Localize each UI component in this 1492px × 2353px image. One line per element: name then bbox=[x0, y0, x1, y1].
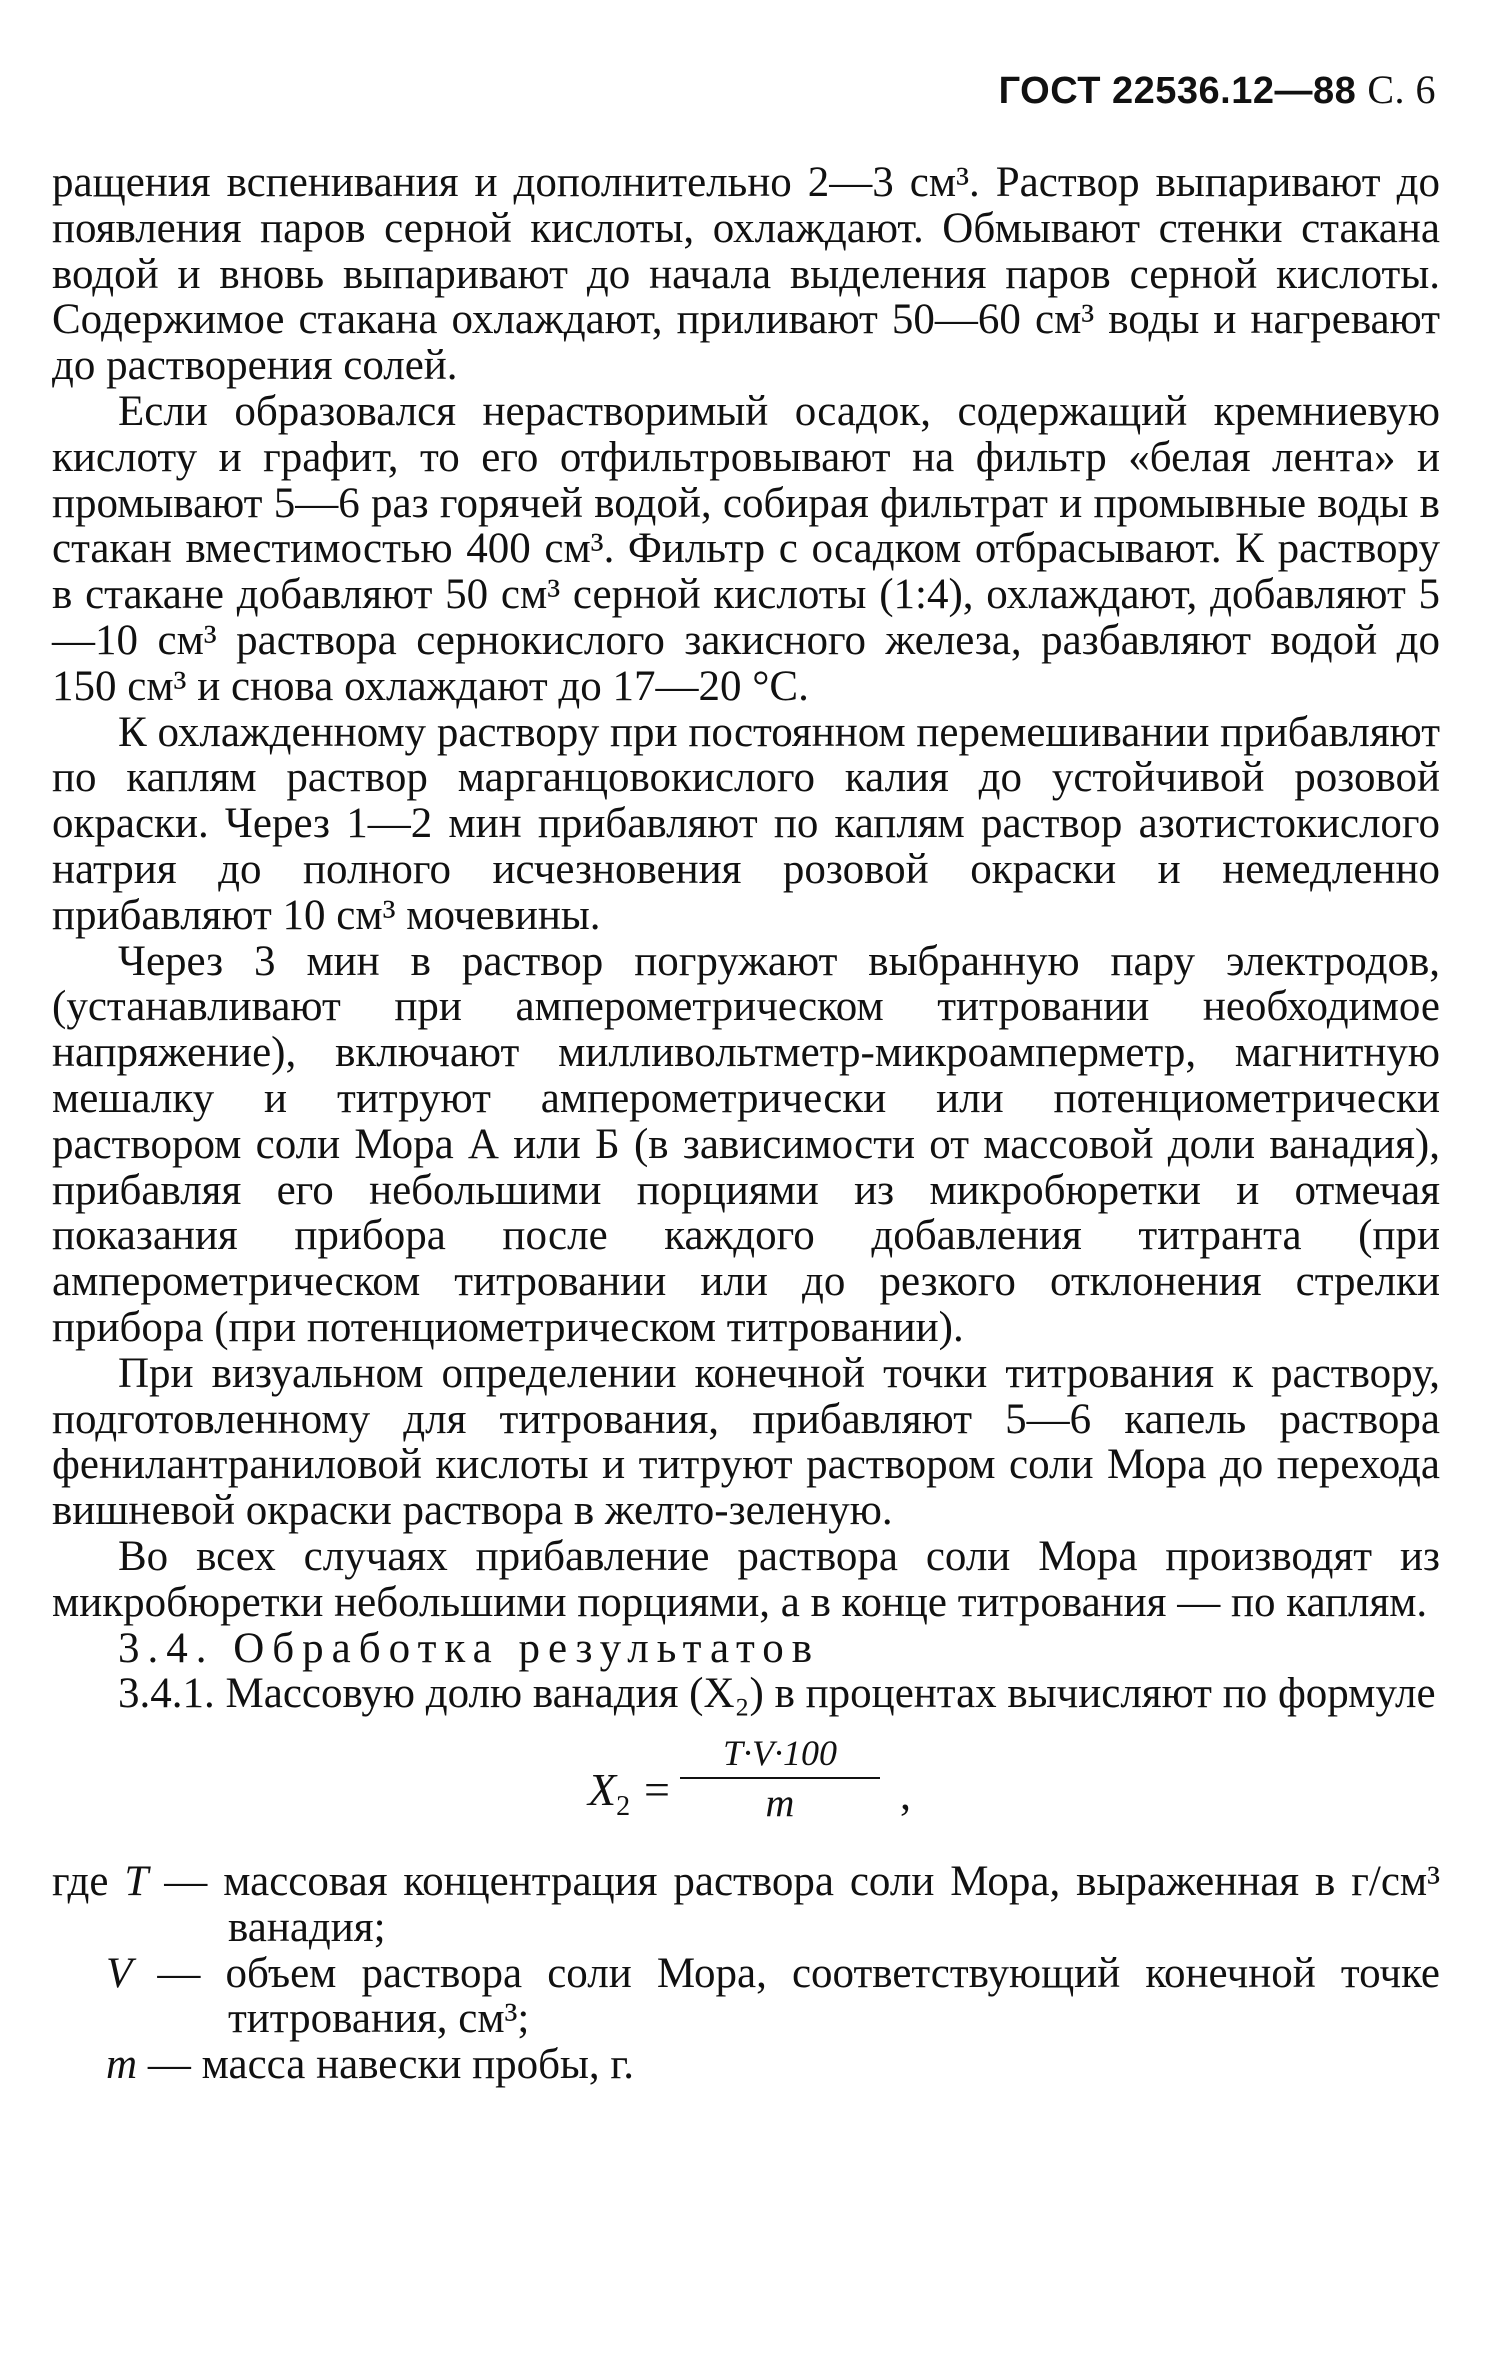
formula-comma: , bbox=[900, 1770, 911, 1820]
formula-fraction bbox=[680, 1731, 880, 1825]
formula bbox=[52, 1731, 1440, 1849]
fraction-bar bbox=[680, 1777, 880, 1779]
page-number: С. 6 bbox=[1367, 67, 1436, 112]
paragraph-visual-endpoint: При визуальном определении конечной точки титрования к раствору, подготовленному для титрования, прибавляют 5—6 капель раствора фенилантраниловой кислоты и титруют раствором соли Мора до перехода вишневой окраски раствора в желто-зеленую. bbox=[52, 1349, 1440, 1535]
paragraph-continuation: ращения вспенивания и дополнительно 2—3 см³. Раствор выпаривают до появления паров серной кислоты, охлаждают. Обмывают стенки стакана водой и вновь выпаривают до начала выделения паров серной кислоты. Содержимое стакана охлаждают, приливают 50—60 см³ воды и нагревают до растворения солей. bbox=[52, 159, 1440, 390]
paragraph-permanganate: К охлажденному раствору при постоянном перемешивании прибавляют по каплям раствор марганцовокислого калия до устойчивой розовой окраски. Через 1—2 мин прибавляют по каплям раствор азотистокислого натрия до полного исчезновения розовой окраски и немедленно прибавляют 10 см³ мочевины. bbox=[52, 708, 1440, 939]
page-header bbox=[999, 66, 1436, 113]
paragraph-titration: Через 3 мин в раствор погружают выбранную пару электродов, (устанавливают при амперометрическом титровании необходимое напряжение), включают милливольтметр-микроамперметр, магнитную мешалку и титруют амперометрически или потенциометрически раствором соли Мора А или Б (в зависимости от массовой доли ванадия), прибавляя его небольшими порциями из микробюретки и отмечая показания прибора после каждого добавления титранта (при амперометрическом титровании или до резкого отклонения стрелки прибора (при потенциометрическом титровании). bbox=[52, 937, 1440, 1351]
definition-symbol: m bbox=[106, 2041, 138, 2089]
definition-text: — масса навески пробы, г. bbox=[147, 2041, 634, 2089]
definition-text: — массовая концентрация раствора соли Мора, выраженная в г/см³ ванадия; bbox=[164, 1858, 1441, 1951]
formula-lhs: $X_2$ bbox=[588, 1764, 631, 1823]
definition-V bbox=[52, 1951, 1440, 2043]
standard-number: ГОСТ 22536.12—88 bbox=[998, 70, 1357, 112]
paragraph-dropwise: Во всех случаях прибавление раствора соли Мора производят из микробюретки небольшими порциями, а в конце титрования — по каплям. bbox=[52, 1532, 1440, 1626]
body-text bbox=[52, 160, 1440, 2088]
paragraph-insoluble-residue: Если образовался нерастворимый осадок, содержащий кремниевую кислоту и графит, то его отфильтровывают на фильтр «белая лента» и промывают 5—6 раз горячей водой, собирая фильтрат и промывные воды в стакан вместимостью 400 см³. Фильтр с осадком отбрасывают. К раствору в стакане добавляют 50 см³ серной кислоты (1:4), охлаждают, добавляют 5—10 см³ раствора сернокислого закисного железа, разбавляют водой до 150 см³ и снова охлаждают до 17—20 °С. bbox=[52, 387, 1440, 710]
clause-3-4-1: 3.4.1. Массовую долю ванадия (X₂) в процентах вычисляют по формуле bbox=[118, 1670, 1436, 1718]
formula-denominator: m bbox=[765, 1780, 795, 1826]
definition-text: — объем раствора соли Мора, соответствующий конечной точке титрования, см³; bbox=[157, 1949, 1440, 2043]
definition-symbol: T bbox=[124, 1858, 149, 1906]
symbol-definitions bbox=[52, 1859, 1440, 2088]
definitions-intro: где bbox=[52, 1858, 109, 1906]
definition-T bbox=[52, 1859, 1440, 1951]
section-heading: 3.4. Обработка результатов bbox=[118, 1624, 820, 1672]
formula-numerator: T·V·100 bbox=[722, 1733, 837, 1774]
formula-equals: = bbox=[644, 1764, 670, 1816]
definition-symbol: V bbox=[106, 1949, 133, 1997]
definition-m bbox=[52, 2042, 1440, 2088]
